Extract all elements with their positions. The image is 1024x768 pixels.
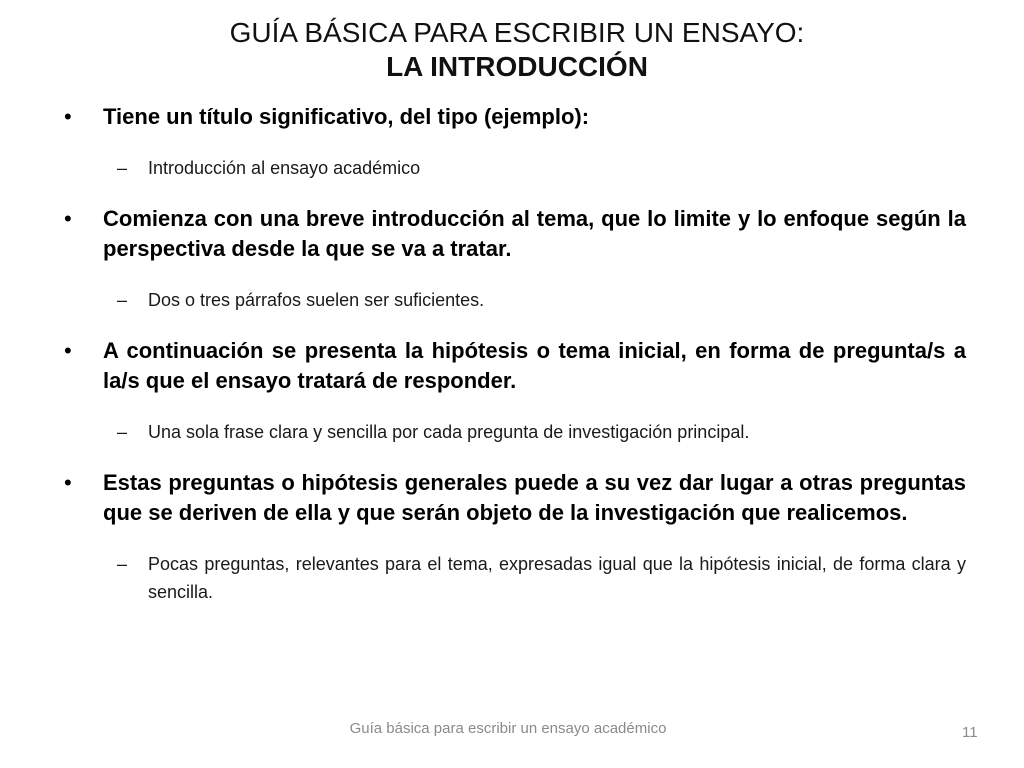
bullet-marker: • [64,104,72,129]
sub-text-1: Introducción al ensayo académico [148,158,421,178]
sub-item-1 [62,154,966,182]
bullet-item-4 [62,468,966,528]
sub-marker: – [117,158,128,178]
bullet-marker: • [64,338,72,363]
sub-text-3: Una sola frase clara y sencilla por cada pregunta de investigación principal. [148,422,750,442]
bullet-text-3: A continuación se presenta la hipótesis o tema inicial, en forma de pregunta/s a la/s que el ensayo tratará de responder. [103,338,966,393]
sub-marker: – [117,290,128,310]
bullet-item-3 [62,336,966,396]
title-line-1: GUÍA BÁSICA PARA ESCRIBIR UN ENSAYO: [229,17,805,48]
sub-marker: – [117,422,128,442]
sub-item-2 [62,286,966,314]
slide-content [62,102,966,606]
slide-title [0,16,1024,84]
bullet-item-1 [62,102,966,132]
slide-footer: Guía básica para escribir un ensayo académico [349,720,667,737]
page-number: 11 [962,724,978,741]
bullet-text-4: Estas preguntas o hipótesis generales puede a su vez dar lugar a otras preguntas que se deriven de ella y que serán objeto de la investigación que realicemos. [103,470,966,525]
bullet-item-2 [62,204,966,264]
bullet-marker: • [64,206,72,231]
bullet-marker: • [64,470,72,495]
title-line-2: LA INTRODUCCIÓN [386,51,648,82]
bullet-text-2: Comienza con una breve introducción al tema, que lo limite y lo enfoque según la perspectiva desde la que se va a tratar. [103,206,966,261]
sub-text-4: Pocas preguntas, relevantes para el tema, expresadas igual que la hipótesis inicial, de forma clara y sencilla. [148,554,966,602]
sub-item-4 [62,550,966,606]
sub-item-3 [62,418,966,446]
bullet-text-1: Tiene un título significativo, del tipo (ejemplo): [103,104,590,129]
sub-text-2: Dos o tres párrafos suelen ser suficientes. [148,290,485,310]
sub-marker: – [117,554,128,574]
